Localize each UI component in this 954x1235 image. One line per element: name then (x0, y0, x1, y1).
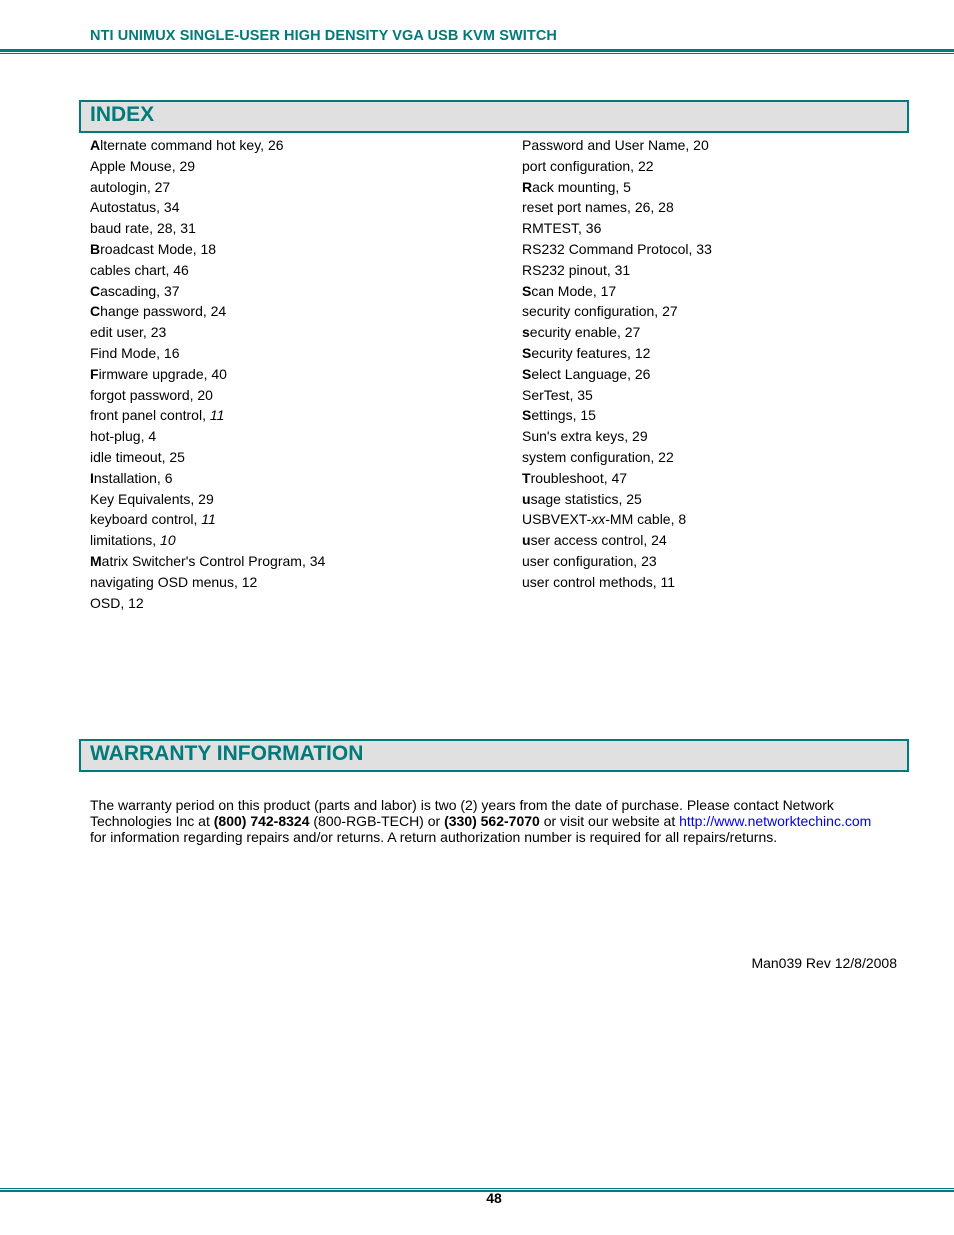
index-entry-italic: xx (591, 511, 606, 528)
index-entry (522, 239, 712, 260)
index-entry (522, 156, 712, 177)
index-entry-text: port configuration, 22 (522, 157, 654, 174)
index-entry (522, 468, 712, 489)
index-entry (522, 426, 712, 447)
index-entry (90, 197, 325, 218)
index-entry (90, 405, 325, 426)
index-entry (522, 530, 712, 551)
index-entry-text: Key Equivalents, 29 (90, 490, 214, 507)
index-entry-text: roubleshoot, 47 (530, 469, 628, 486)
index-entry-text: Find Mode, 16 (90, 344, 180, 361)
index-entry (522, 364, 712, 385)
index-entry (90, 281, 325, 302)
index-entry-text: ascading, 37 (100, 282, 180, 299)
index-entry-page: 10 (160, 532, 176, 549)
index-entry (522, 281, 712, 302)
index-entry (90, 135, 325, 156)
index-entry-text: user configuration, 23 (522, 552, 657, 569)
index-entry (522, 385, 712, 406)
warranty-text-2: (800-RGB-TECH) or (309, 813, 445, 830)
index-entry-page: 11 (209, 407, 225, 424)
website-link[interactable]: http://www.networktechinc.com (679, 813, 872, 830)
page-number: 48 (486, 1190, 502, 1206)
index-entry-initial: T (522, 469, 531, 486)
index-heading-box (79, 100, 909, 133)
index-entry (522, 260, 712, 281)
index-entry-initial: A (90, 137, 101, 153)
index-entry (522, 197, 712, 218)
warranty-phone-1: (800) 742-8324 (213, 813, 310, 830)
index-entry (90, 364, 325, 385)
index-entry (90, 260, 325, 281)
index-entry-text: front panel control, (90, 407, 210, 424)
index-entry (522, 489, 712, 510)
index-entry-text: autologin, 27 (90, 178, 171, 195)
index-entry-initial: u (522, 490, 531, 507)
index-entry (522, 447, 712, 468)
index-entry (90, 468, 325, 489)
index-entry (90, 530, 325, 551)
index-entry (522, 135, 712, 156)
index-entry (90, 509, 325, 530)
index-entry-initial: C (90, 282, 101, 299)
index-entry-initial: C (90, 303, 101, 320)
index-entry-text: forgot password, 20 (90, 386, 213, 403)
index-entry-text: navigating OSD menus, 12 (90, 573, 258, 590)
warranty-heading: WARRANTY INFORMATION (90, 742, 364, 765)
index-right-column (522, 135, 712, 593)
index-entry-text: baud rate, 28, 31 (90, 220, 196, 237)
index-entry-initial: S (522, 282, 532, 299)
index-entry-text: system configuration, 22 (522, 448, 674, 465)
warranty-heading-box (79, 739, 909, 772)
index-entry-initial: S (522, 344, 532, 361)
index-entry-text: keyboard control, (90, 511, 202, 528)
index-entry-text: OSD, 12 (90, 594, 144, 611)
index-entry-text: idle timeout, 25 (90, 448, 185, 465)
warranty-text-1: The warranty period on this product (parts and labor) is two (2) years from the date of purchase. Please contact Network Technologies Inc at (90, 797, 834, 830)
index-entry (90, 301, 325, 322)
index-entry (90, 343, 325, 364)
footer-rule-thin (0, 1188, 954, 1189)
index-entry-text: USBVEXT- (522, 511, 592, 528)
index-entry-text: SerTest, 35 (522, 386, 593, 403)
warranty-text-3: or visit our website at (539, 813, 680, 830)
index-entry-text: limitations, (90, 532, 161, 549)
index-entry-text: ecurity enable, 27 (529, 324, 641, 341)
index-entry-text: atrix Switcher's Control Program, 34 (101, 552, 326, 569)
index-entry-text: reset port names, 26, 28 (522, 199, 674, 216)
index-entry-initial: M (90, 552, 102, 569)
index-entry (90, 593, 325, 614)
index-entry-text: Password and User Name, 20 (522, 137, 709, 153)
index-heading: INDEX (90, 103, 155, 126)
index-entry (522, 322, 712, 343)
index-entry-text: hange password, 24 (100, 303, 227, 320)
index-entry-text: hot-plug, 4 (90, 428, 157, 445)
index-entry (90, 551, 325, 572)
index-entry (90, 156, 325, 177)
index-entry-text: Apple Mouse, 29 (90, 157, 196, 174)
index-entry (90, 322, 325, 343)
index-entry-text: lternate command hot key, 26 (100, 137, 284, 153)
revision-label: Man039 Rev 12/8/2008 (751, 955, 897, 971)
index-entry-text: can Mode, 17 (531, 282, 617, 299)
warranty-text-4: for information regarding repairs and/or returns. A return authorization number is required for all repairs/returns. (90, 829, 778, 846)
index-entry (522, 405, 712, 426)
index-entry (90, 385, 325, 406)
index-entry-initial: I (90, 469, 94, 486)
index-entry (90, 426, 325, 447)
index-entry (90, 218, 325, 239)
index-entry-initial: F (90, 365, 99, 382)
running-header-title: NTI UNIMUX SINGLE-USER HIGH DENSITY VGA USB KVM SWITCH (90, 28, 558, 44)
index-entry (90, 447, 325, 468)
index-entry-initial: B (90, 240, 101, 257)
index-entry-text: edit user, 23 (90, 324, 167, 341)
index-entry (522, 301, 712, 322)
index-entry (522, 343, 712, 364)
index-entry (522, 218, 712, 239)
index-entry-text: cables chart, 46 (90, 261, 189, 278)
index-entry-text: sage statistics, 25 (530, 490, 642, 507)
index-left-column (90, 135, 325, 613)
warranty-phone-2: (330) 562-7070 (444, 813, 540, 830)
index-entry-text: ser access control, 24 (530, 532, 667, 549)
index-entry-text: irmware upgrade, 40 (98, 365, 227, 382)
index-entry (90, 489, 325, 510)
index-entry-text: security configuration, 27 (522, 303, 678, 320)
index-entry-text: elect Language, 26 (531, 365, 651, 382)
index-entry-initial: u (522, 532, 531, 549)
index-entry-text-end: -MM cable, 8 (605, 511, 687, 528)
index-entry-text: roadcast Mode, 18 (100, 240, 217, 257)
index-entry-text: user control methods, 11 (522, 573, 676, 590)
header-rule (0, 49, 954, 52)
index-entry-text: Autostatus, 34 (90, 199, 180, 216)
index-entry (90, 239, 325, 260)
index-entry-initial: S (522, 365, 532, 382)
warranty-paragraph (90, 797, 890, 846)
index-entry-initial: R (522, 178, 533, 195)
index-entry-text: ack mounting, 5 (532, 178, 631, 195)
index-entry (522, 509, 712, 530)
index-entry-text: ettings, 15 (531, 407, 596, 424)
index-entry-text: nstallation, 6 (93, 469, 173, 486)
index-entry-text: Sun's extra keys, 29 (522, 428, 648, 445)
index-entry (522, 572, 712, 593)
index-entry-page: 11 (201, 511, 216, 528)
index-entry (90, 572, 325, 593)
index-entry-text: RS232 Command Protocol, 33 (522, 240, 712, 257)
index-entry (522, 177, 712, 198)
index-entry-text: ecurity features, 12 (531, 344, 651, 361)
index-entry-initial: S (522, 407, 532, 424)
index-entry-initial: s (522, 324, 530, 341)
index-entry (522, 551, 712, 572)
header-rule-thin (0, 53, 954, 54)
index-entry-text: RMTEST, 36 (522, 220, 602, 237)
index-entry-text: RS232 pinout, 31 (522, 261, 631, 278)
index-entry (90, 177, 325, 198)
